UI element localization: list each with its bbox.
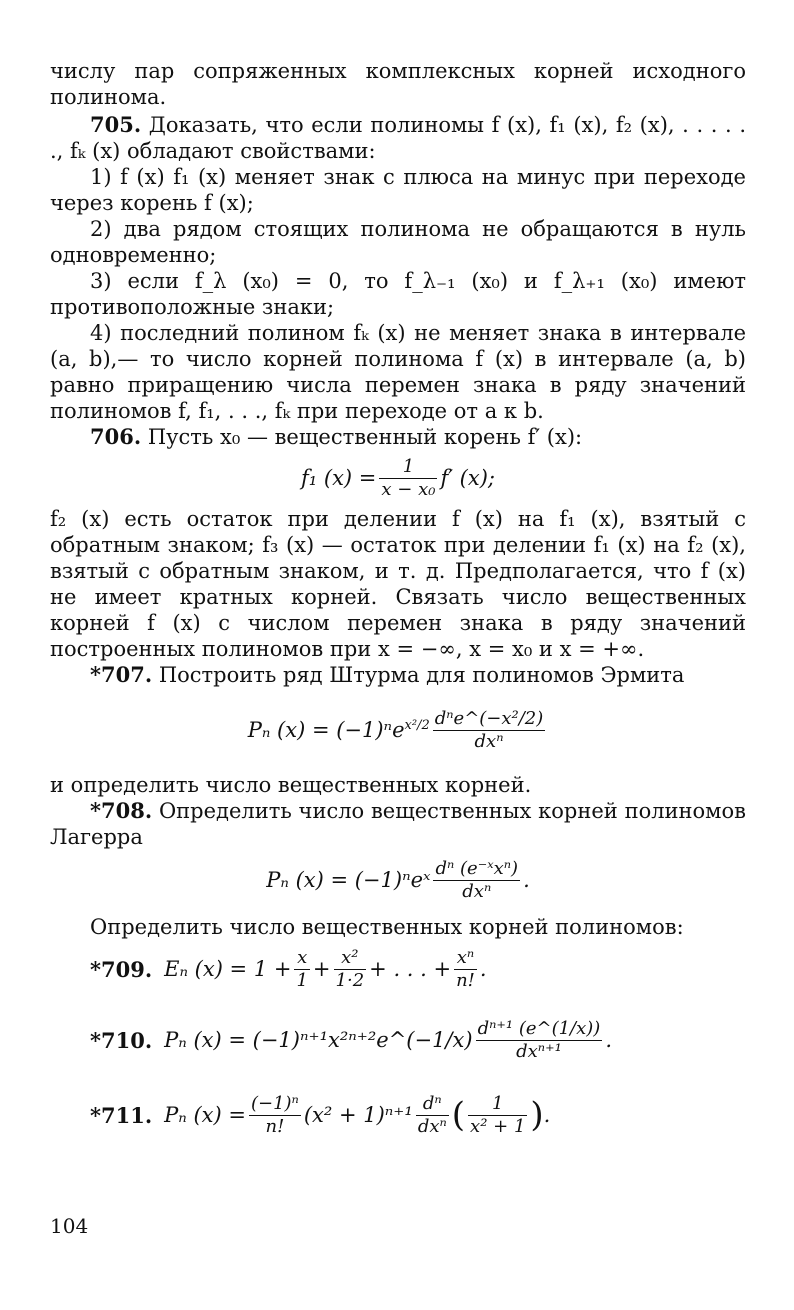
paragraph-706-continued: f₂ (x) есть остаток при делении f (x) на f₁ (x), взятый с обратным знаком; f₃ (x) — остаток при делении f₁ (x) на f₂ (x), взятый с обратным знаком, и т. д. Предполагается, что f (x) не имеет кратных корней. Связать число вещественных корней f (x) с числом перемен знака в ряду значений построенных полиномов при x = −∞, x = x₀ и x = +∞.	[50, 507, 746, 661]
formula-part: Pₙ (x) = (−1)ⁿ	[247, 718, 393, 742]
formula-part: (x² + 1)ⁿ⁺¹	[303, 1103, 413, 1127]
problem-number: *707.	[90, 662, 153, 687]
formula-part: Pₙ (x) = (−1)ⁿ⁺¹x²ⁿ⁺²e^(−1/x)	[164, 1028, 473, 1052]
fraction-numerator: dⁿe^(−x²/2)	[434, 707, 544, 729]
fraction	[416, 1093, 449, 1138]
fraction-numerator: x²	[341, 946, 359, 968]
fraction-numerator: 1	[492, 1092, 504, 1114]
formula-part: .	[523, 868, 530, 892]
fraction	[433, 708, 546, 753]
problem-number: *708.	[90, 798, 153, 823]
formula-part: .	[543, 1103, 551, 1127]
paragraph-707-continued: и определить число вещественных корней.	[50, 773, 532, 797]
formula-superscript: x²/2	[404, 718, 430, 733]
problem-number: *711.	[90, 1102, 153, 1128]
formula-part: Pₙ (x) =	[164, 1103, 246, 1127]
formula-707	[50, 688, 746, 772]
fraction	[379, 456, 437, 501]
fraction	[468, 1093, 527, 1138]
formula-710	[50, 998, 746, 1082]
fraction-denominator: dxⁿ	[417, 1115, 447, 1137]
condition-3: 3) если f_λ (x₀) = 0, то f_λ₋₁ (x₀) и f_λ₊₁ (x₀) имеют противоположные знаки;	[50, 269, 746, 319]
formula-part: .	[479, 957, 487, 981]
problem-708	[50, 798, 746, 850]
fraction-numerator: xⁿ	[456, 946, 475, 968]
problem-text: Пусть x₀ — вещественный корень f′ (x):	[147, 425, 583, 449]
formula-exp	[392, 718, 430, 742]
fraction-denominator: 1·2	[335, 969, 365, 991]
fraction-denominator: dxⁿ	[474, 730, 504, 752]
paren-open: (	[451, 1095, 466, 1135]
fraction-numerator: (−1)ⁿ	[250, 1092, 299, 1114]
formula-base: e	[392, 718, 405, 742]
fraction-denominator: dxⁿ⁺¹	[516, 1040, 562, 1062]
fraction	[249, 1093, 301, 1138]
condition-4: 4) последний полином fₖ (x) не меняет знака в интервале (a, b),— то число корней полинома f (x) в интервале (a, b) равно приращению числа перемен знака в ряду значений полиномов f, f₁, . . ., fₖ при переходе от a к b.	[50, 321, 746, 423]
fraction-denominator: x² + 1	[470, 1115, 526, 1137]
problem-706	[50, 424, 746, 450]
formula-part: f₁ (x) =	[301, 466, 377, 490]
problem-text: Построить ряд Штурма для полиномов Эрмита	[158, 663, 685, 687]
formula-711	[50, 1082, 746, 1148]
page-content	[50, 58, 746, 1148]
formula-part: + . . . +	[369, 957, 452, 981]
fraction-denominator: x − x₀	[381, 478, 436, 500]
paragraph-continuation: числу пар сопряженных комплексных корней исходного полинома.	[50, 59, 746, 109]
problem-number: *709.	[90, 956, 153, 982]
fraction-denominator: dxⁿ	[462, 880, 492, 902]
paren-close: )	[530, 1095, 544, 1135]
fraction-denominator: n!	[265, 1115, 285, 1137]
fraction-numerator: dⁿ (e⁻ˣxⁿ)	[435, 857, 519, 879]
condition-1: 1) f (x) f₁ (x) меняет знак с плюса на минус при переходе через корень f (x);	[50, 165, 746, 215]
problem-text: Доказать, что если полиномы f (x), f₁ (x), f₂ (x), . . . . . ., fₖ (x) обладают свойствами:	[50, 113, 746, 163]
problem-text: Определить число вещественных корней полиномов Лагерра	[50, 799, 746, 849]
problem-number: 706.	[90, 424, 142, 449]
problem-705	[50, 112, 746, 164]
formula-part: Eₙ (x) = 1 +	[164, 957, 292, 981]
formula-part: Pₙ (x) = (−1)ⁿeˣ	[266, 868, 431, 892]
formula-706	[50, 450, 746, 506]
formula-part: .	[605, 1028, 612, 1052]
fraction	[334, 947, 367, 992]
formula-part: +	[312, 957, 331, 981]
formula-part: f′ (x);	[440, 466, 495, 490]
problem-number: *710.	[90, 1027, 153, 1053]
fraction	[433, 858, 520, 903]
paragraph-intro-709: Определить число вещественных корней полиномов:	[90, 915, 684, 939]
problem-707	[50, 662, 746, 688]
fraction-numerator: x	[297, 946, 308, 968]
formula-708	[50, 850, 746, 910]
fraction	[454, 947, 477, 992]
condition-2: 2) два рядом стоящих полинома не обращаются в нуль одновременно;	[50, 217, 746, 267]
fraction	[294, 947, 309, 992]
fraction-numerator: 1	[402, 455, 415, 477]
fraction-numerator: dⁿ	[422, 1092, 442, 1114]
fraction	[476, 1018, 603, 1063]
problem-number: 705.	[90, 112, 142, 137]
fraction-denominator: n!	[456, 969, 475, 991]
fraction-numerator: dⁿ⁺¹ (e^(1/x))	[477, 1017, 601, 1039]
page-number: 104	[50, 1214, 89, 1238]
formula-709	[50, 940, 746, 998]
fraction-denominator: 1	[296, 969, 308, 991]
